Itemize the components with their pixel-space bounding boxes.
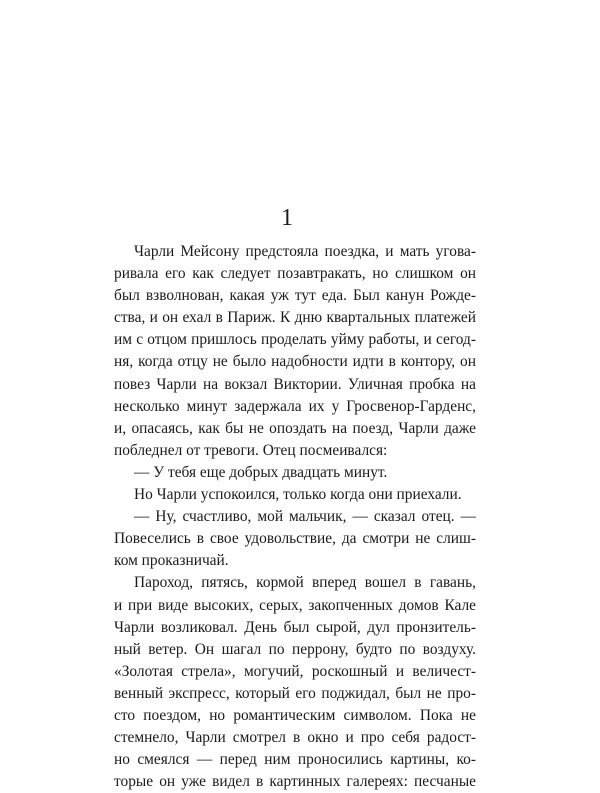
text-line: несколько минут задержала их у Гросвенор-Гарденс, [114, 397, 476, 415]
text-line: Чарли Мейсону предстояла поездка, и мать угова- [134, 243, 476, 260]
dialogue-line: — У тебя еще добрых двадцать минут. [134, 463, 388, 481]
text-line: «Золотая стрела», могучий, роскошный и величест- [114, 662, 476, 680]
paragraph [114, 484, 476, 506]
dialogue-line: — Ну, счастливо, мой мальчик, — сказал отец. — [134, 508, 476, 526]
chapter-number: 1 [281, 205, 293, 231]
text-line: но смеялся — перед ним проносились картины, ко- [114, 751, 476, 769]
paragraph [114, 506, 476, 572]
text-line: побледнел от тревоги. Отец посмеивался: [114, 441, 388, 459]
paragraph [114, 572, 476, 793]
paragraph [114, 241, 476, 462]
text-line: был взволнован, какая уж тут еда. Был канун Рожде- [114, 287, 476, 305]
text-line: ня, когда отцу не было надобности идти в контору, он [114, 353, 476, 371]
dialogue-line: Повеселись в свое удовольствие, да смотри не слиш- [114, 530, 476, 548]
text-line: и, опасаясь, как бы не опоздать на поезд, Чарли даже [114, 419, 476, 437]
text-line: венный экспресс, который его поджидал, был не про- [114, 684, 476, 702]
text-line: ный ветер. Он шагал по перрону, будто по воздуху. [114, 640, 476, 658]
chapter-body [114, 241, 476, 793]
text-line: торые он уже видел в картинных галереях: песчаные [114, 773, 476, 791]
text-line: Но Чарли успокоился, только когда они приехали. [134, 486, 462, 504]
text-line: повез Чарли на вокзал Виктории. Уличная пробка на [114, 375, 476, 393]
dialogue-line: ком проказничай. [114, 552, 229, 570]
text-line: ства, и он ехал в Париж. К дню квартальных платежей [114, 309, 476, 327]
paragraph [114, 462, 476, 484]
text-line: стемнело, Чарли смотрел в окно и про себя радост- [114, 729, 476, 747]
text-line: и при виде высоких, серых, закопченных домов Кале [114, 596, 476, 614]
text-line: Чарли возликовал. День был сырой, дул пронзитель- [114, 618, 476, 636]
text-line: сто поездом, но романтическим символом. Пока не [114, 706, 476, 724]
text-line: ривала его как следует позавтракать, но слишком он [114, 265, 476, 283]
text-line: им с отцом пришлось проделать уйму работы, и сегод- [114, 331, 476, 349]
text-line: Пароход, пятясь, кормой вперед вошел в гавань, [134, 574, 476, 592]
